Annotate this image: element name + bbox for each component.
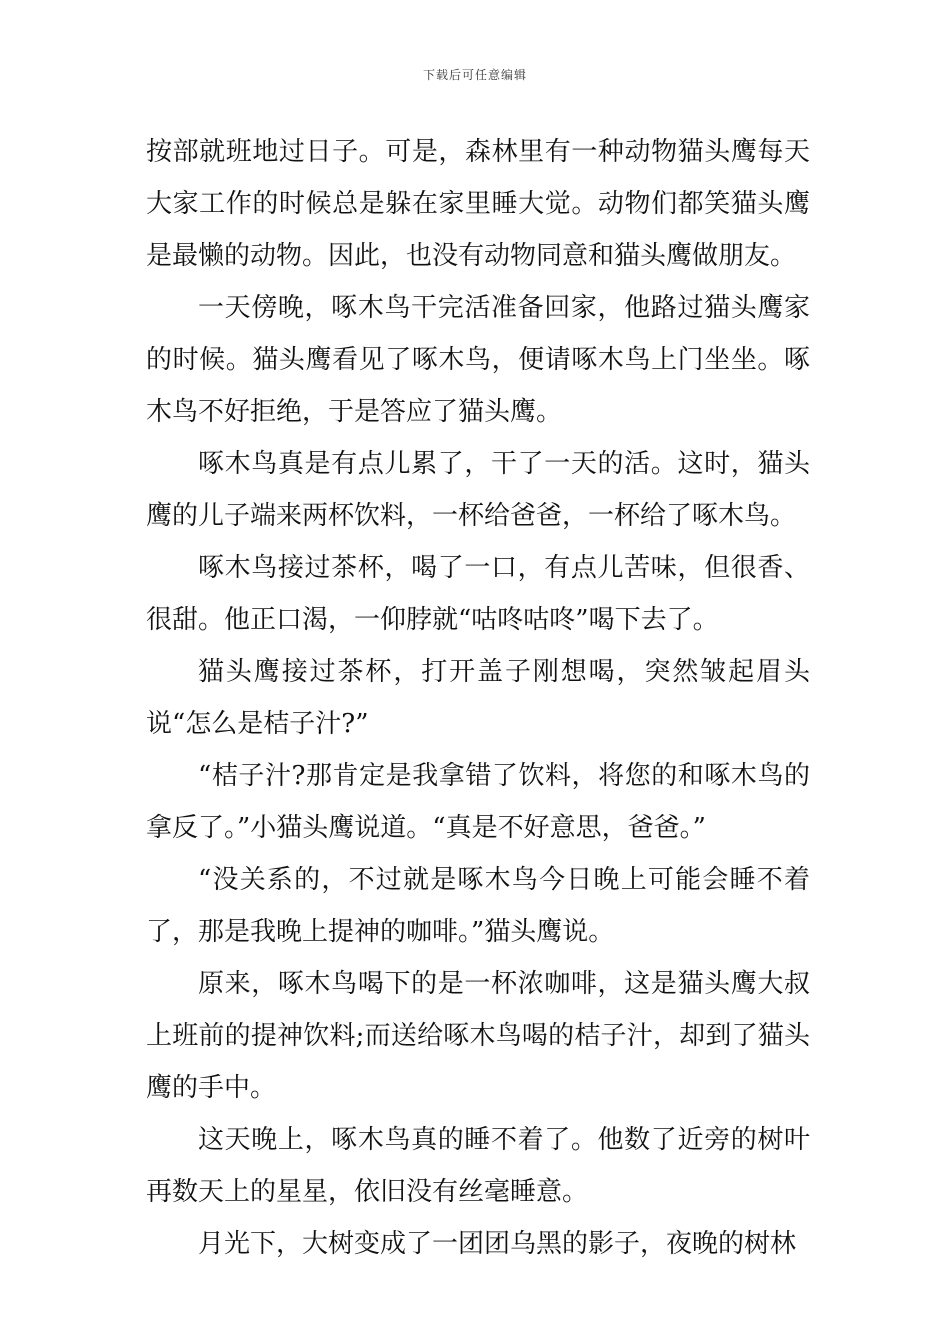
paragraph-3: 啄木鸟真是有点儿累了，干了一天的活。这时，猫头鹰的儿子端来两杯饮料，一杯给爸爸，一杯给了啄木鸟。 [146, 449, 810, 531]
page-header-note: 下载后可任意编辑 [422, 68, 527, 82]
paragraph-6: “桔子汁?那肯定是我拿错了饮料，将您的和啄木鸟的拿反了。”小猫头鹰说道。“真是不好意思，爸爸。” [146, 761, 810, 843]
paragraph-8: 原来，啄木鸟喝下的是一杯浓咖啡，这是猫头鹰大叔上班前的提神饮料;而送给啄木鸟喝的桔子汁，却到了猫头鹰的手中。 [146, 969, 810, 1103]
paragraph-7: “没关系的，不过就是啄木鸟今日晚上可能会睡不着了，那是我晚上提神的咖啡。”猫头鹰说。 [146, 865, 810, 947]
paragraph-4: 啄木鸟接过茶杯，喝了一口，有点儿苦味，但很香、很甜。他正口渴，一仰脖就“咕咚咕咚”喝下去了。 [146, 553, 810, 635]
paragraph-10: 月光下，大树变成了一团团乌黑的影子，夜晚的树林 [198, 1229, 797, 1259]
paragraph-1: 按部就班地过日子。可是，森林里有一种动物猫头鹰每天大家工作的时候总是躲在家里睡大觉。动物们都笑猫头鹰是最懒的动物。因此，也没有动物同意和猫头鹰做朋友。 [146, 137, 810, 271]
paragraph-5: 猫头鹰接过茶杯，打开盖子刚想喝，突然皱起眉头说“怎么是桔子汁?” [146, 657, 810, 739]
document-body [146, 126, 810, 1270]
paragraph-9: 这天晚上，啄木鸟真的睡不着了。他数了近旁的树叶再数天上的星星，依旧没有丝毫睡意。 [146, 1125, 810, 1207]
paragraph-2: 一天傍晚，啄木鸟干完活准备回家，他路过猫头鹰家的时候。猫头鹰看见了啄木鸟，便请啄木鸟上门坐坐。啄木鸟不好拒绝，于是答应了猫头鹰。 [146, 293, 810, 427]
